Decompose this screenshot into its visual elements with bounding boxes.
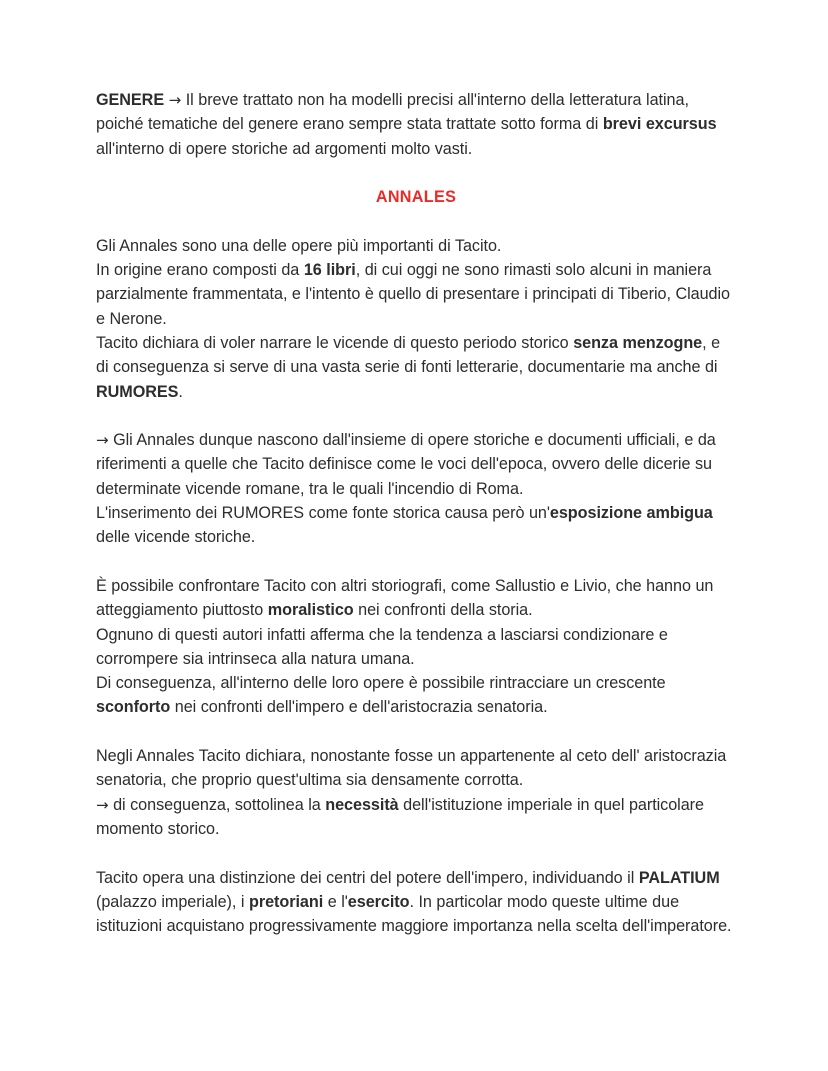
emphasis-text: sconforto	[96, 698, 171, 717]
emphasis-text: 16 libri	[303, 261, 356, 280]
emphasis-text: pretoriani	[249, 892, 324, 911]
paragraph-confronto-storiografi: È possibile confrontare Tacito con altri storiografi, come Sallustio e Livio, che hanno un atteggiamento piuttosto moralistico nei confronti della storia. Ognuno di questi autori infatti afferma che la tendenza a lasciarsi condizionare e corrompere sia intrinseca alla natura umana. Di conseguenza, all'interno delle loro opere è possibile rintracciare un crescente sconforto nei confronti dell'impero e dell'aristocrazia senatoria.	[96, 576, 714, 717]
document-body	[96, 88, 736, 938]
emphasis-text: GENERE	[96, 91, 165, 109]
emphasis-text: moralistico	[267, 601, 354, 620]
emphasis-text: esercito	[347, 892, 410, 911]
right-arrow-icon: →	[96, 431, 109, 450]
emphasis-text: brevi excursus	[602, 115, 717, 134]
emphasis-text: RUMORES	[96, 382, 179, 401]
section-heading-annales: ANNALES	[375, 188, 457, 207]
paragraph-fonti-rumores: → Gli Annales dunque nascono dall'insieme di opere storiche e documenti ufficiali, e da riferimenti a quelle che Tacito definisce come le voci dell'epoca, ovvero delle dicerie su determinate vicende romane, tra le quali l'incendio di Roma. L'inserimento dei RUMORES come fonte storica causa però un'esposizione ambigua delle vicende storiche.	[96, 431, 716, 547]
paragraph-genere: GENERE → Il breve trattato non ha modelli precisi all'interno della letteratura latina, poiché tematiche del genere erano sempre stata trattate sotto forma di brevi excursus all'interno di opere storiche ad argomenti molto vasti.	[96, 91, 717, 158]
emphasis-text: PALATIUM	[638, 868, 720, 887]
paragraph-aristocrazia-corrotta: Negli Annales Tacito dichiara, nonostante fosse un appartenente al ceto dell' aristocrazia senatoria, che proprio quest'ultima sia densamente corrotta. → di conseguenza, sottolinea la necessità dell'istituzione imperiale in quel particolare momento storico.	[96, 747, 727, 838]
right-arrow-icon: →	[96, 795, 109, 814]
emphasis-text: esposizione ambigua	[549, 504, 713, 523]
paragraph-annales-intro: Gli Annales sono una delle opere più importanti di Tacito. In origine erano composti da 16 libri, di cui oggi ne sono rimasti solo alcuni in maniera parzialmente frammentata, e l'intento è quello di presentare i principati di Tiberio, Claudio e Nerone. Tacito dichiara di voler narrare le vicende di questo periodo storico senza menzogne, e di conseguenza si serve di una vasta serie di fonti letterarie, documentarie ma anche di RUMORES.	[96, 236, 730, 401]
paragraph-centri-potere: Tacito opera una distinzione dei centri del potere dell'impero, individuando il PALATIUM (palazzo imperiale), i pretoriani e l'esercito. In particolar modo queste ultime due istituzioni acquistano progressivamente maggiore importanza nella scelta dell'imperatore.	[96, 868, 732, 936]
emphasis-text: necessità	[325, 795, 399, 814]
right-arrow-icon: →	[168, 91, 182, 109]
emphasis-text: senza menzogne	[573, 333, 703, 352]
